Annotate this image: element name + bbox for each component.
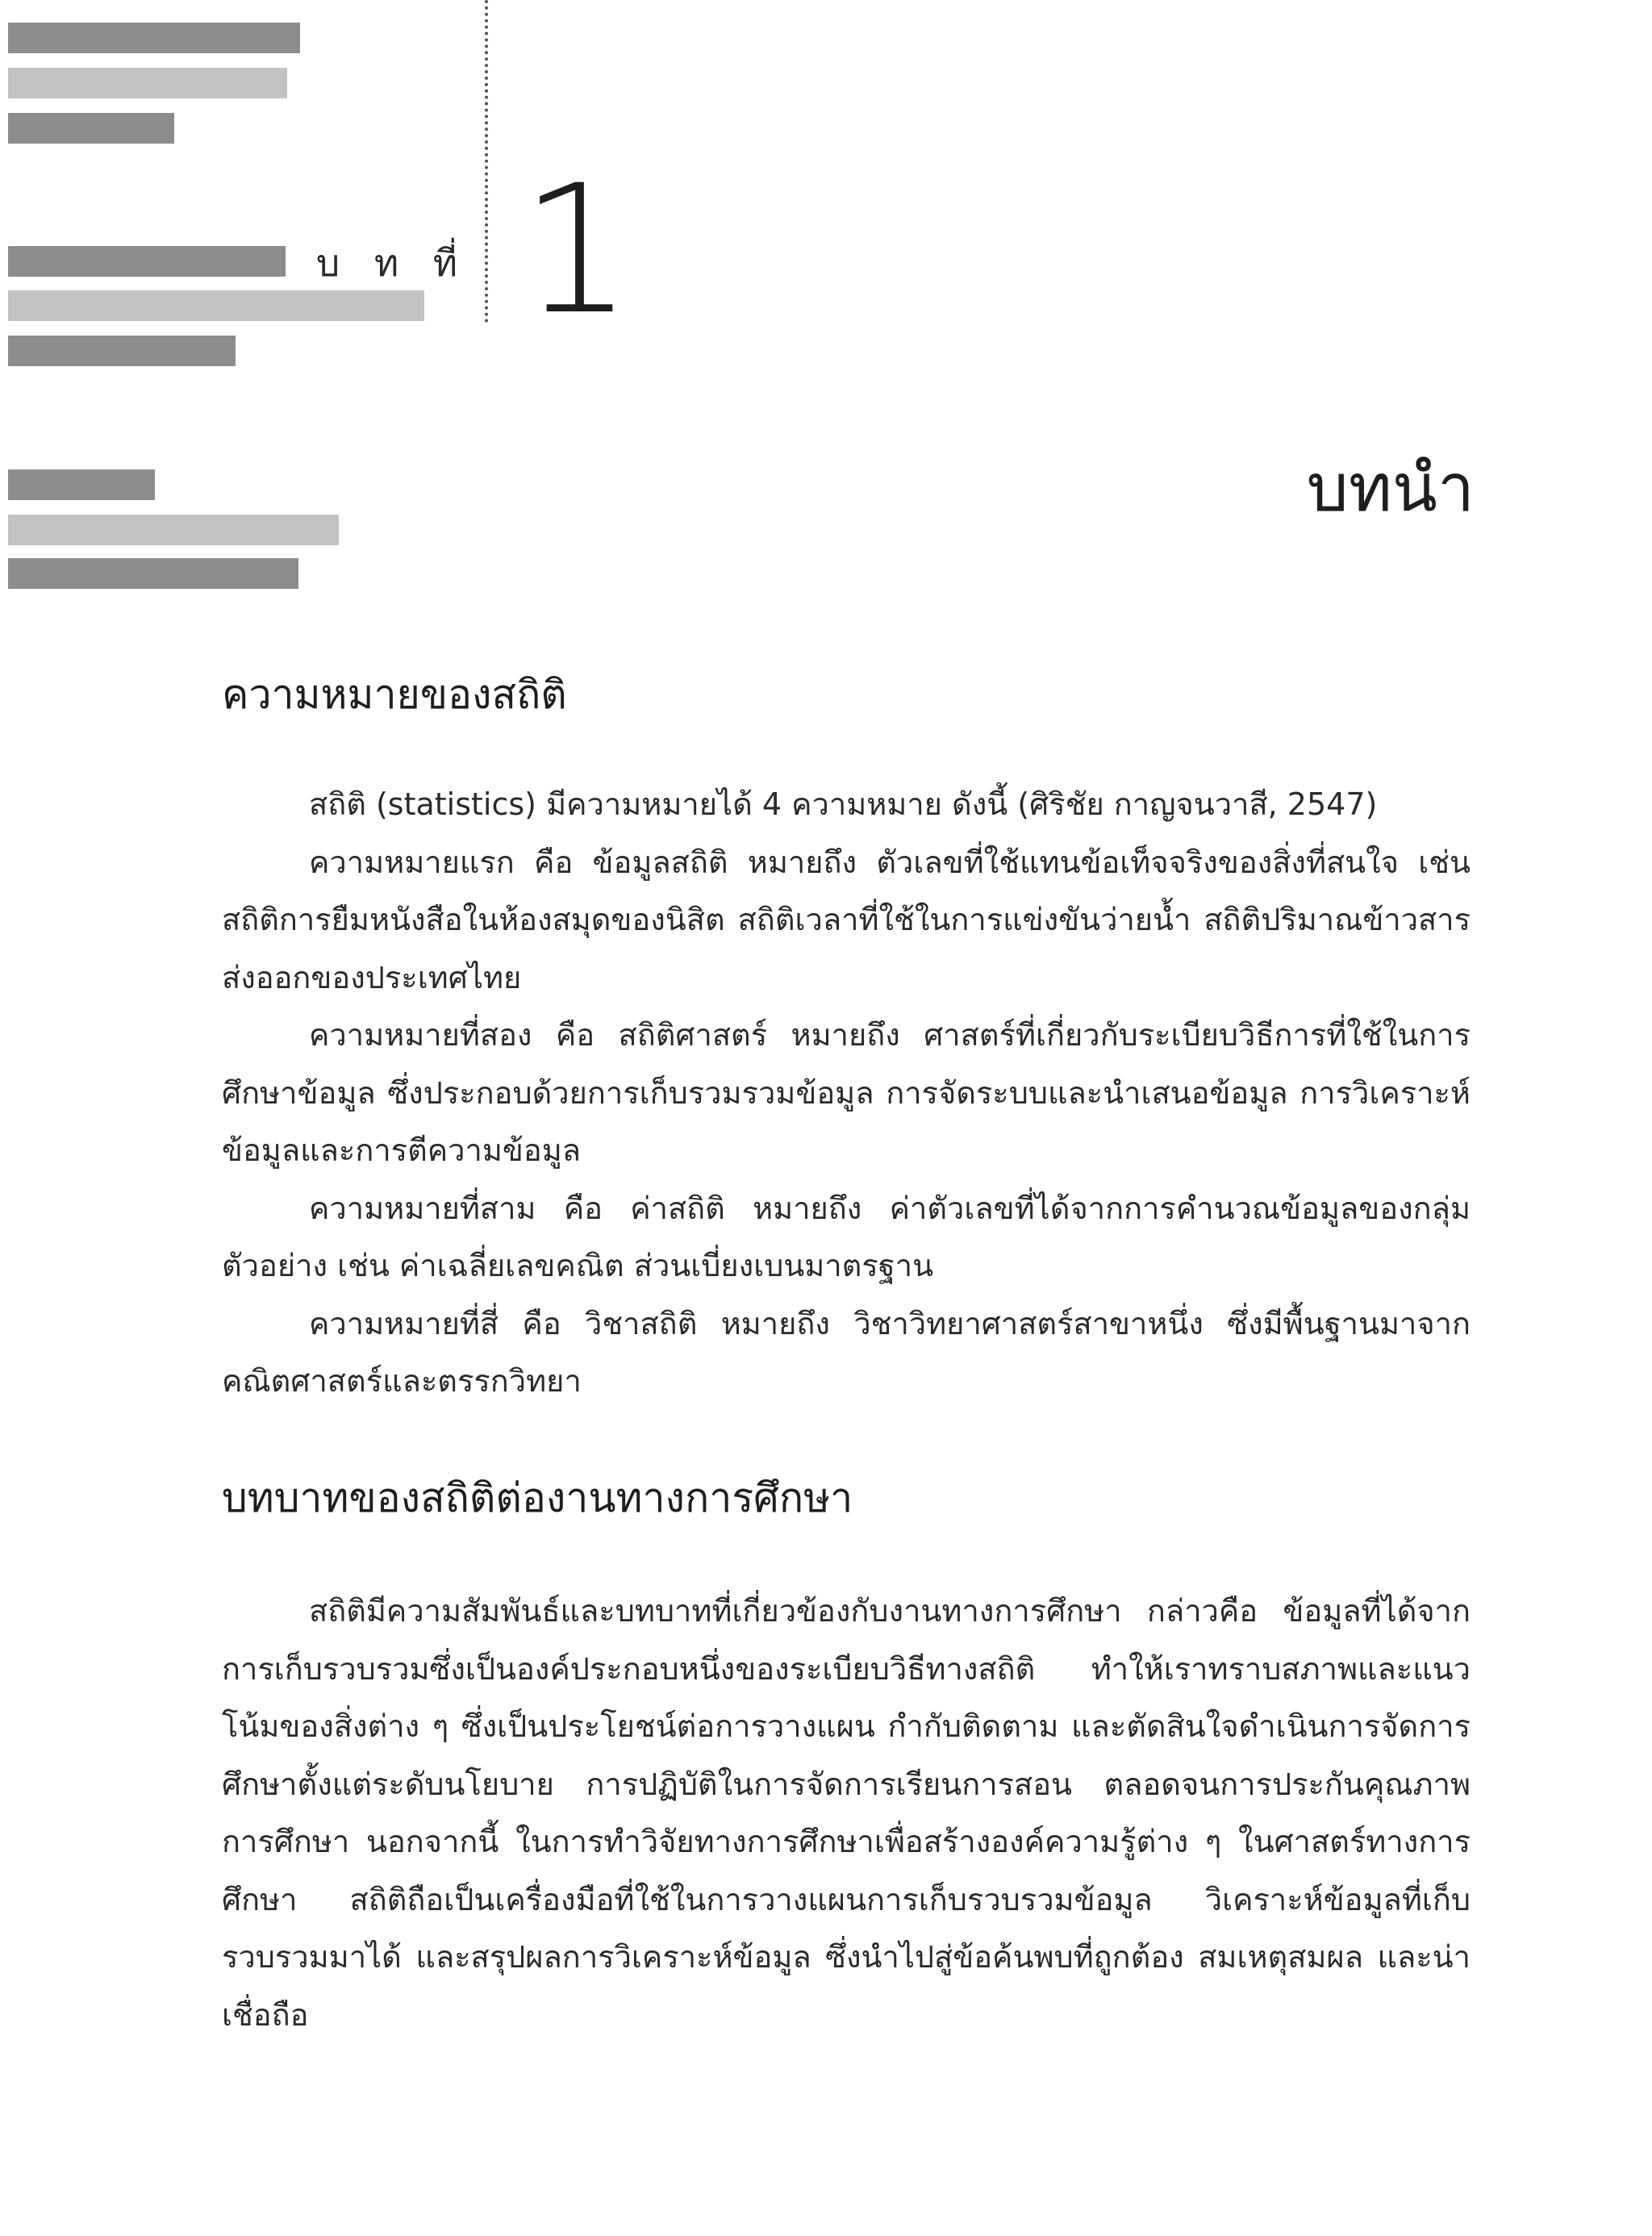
paragraph: ความหมายที่สอง คือ สถิติศาสตร์ หมายถึง ศาสตร์ที่เกี่ยวกับระเบียบวิธีการที่ใช้ในการศึกษาข้อมูล ซึ่งประกอบด้วยการเก็บรวมรวมข้อมูล การจัดระบบและนำเสนอข้อมูล การวิเคราะห์ข้อมูลและการตีความข้อมูล (222, 1017, 1471, 1168)
section-body (222, 776, 1471, 1411)
decorative-bar (8, 68, 287, 98)
section-heading: บทบาทของสถิติต่องานทางการศึกษา (222, 1475, 853, 1521)
paragraph: สถิติ (statistics) มีความหมายได้ 4 ความหมาย ดังนี้ (ศิริชัย กาญจนวาสี, 2547) (309, 786, 1378, 822)
decorative-bar (8, 113, 174, 144)
decorative-bar (8, 336, 236, 366)
decorative-bar (8, 469, 155, 500)
decorative-bar (8, 558, 298, 589)
decorative-bar (8, 246, 286, 277)
chapter-label: บ ท ที่ (316, 241, 469, 285)
decorative-bar (8, 290, 424, 321)
paragraph: ความหมายแรก คือ ข้อมูลสถิติ หมายถึง ตัวเลขที่ใช้แทนข้อเท็จจริงของสิ่งที่สนใจ เช่น สถิติการยืมหนังสือในห้องสมุดของนิสิต สถิติเวลาที่ใช้ในการแข่งขันว่ายน้ำ สถิติปริมาณข้าวสารส่งออกของประเทศไทย (222, 844, 1471, 995)
paragraph: ความหมายที่สาม คือ ค่าสถิติ หมายถึง ค่าตัวเลขที่ได้จากการคำนวณข้อมูลของกลุ่มตัวอย่าง เช่น ค่าเฉลี่ยเลขคณิต ส่วนเบี่ยงเบนมาตรฐาน (222, 1190, 1471, 1283)
chapter-title: บทนำ (1306, 450, 1475, 527)
section-heading: ความหมายของสถิติ (222, 671, 567, 718)
decorative-bar (8, 515, 339, 545)
decorative-bar (8, 23, 300, 53)
section-body (222, 1583, 1471, 2044)
dotted-divider (485, 0, 488, 323)
paragraph: สถิติมีความสัมพันธ์และบทบาทที่เกี่ยวข้องกับงานทางการศึกษา กล่าวคือ ข้อมูลที่ได้จากการเก็บรวบรวมซึ่งเป็นองค์ประกอบหนึ่งของระเบียบวิธีทางสถิติ ทำให้เราทราบสภาพและแนวโน้มของสิ่งต่าง ๆ ซึ่งเป็นประโยชน์ต่อการวางแผน กำกับติดตาม และตัดสินใจดำเนินการจัดการศึกษาตั้งแต่ระดับนโยบาย การปฏิบัติในการจัดการเรียนการสอน ตลอดจนการประกันคุณภาพการศึกษา นอกจากนี้ ในการทำวิจัยทางการศึกษาเพื่อสร้างองค์ความรู้ต่าง ๆ ในศาสตร์ทางการศึกษา สถิติถือเป็นเครื่องมือที่ใช้ในการวางแผนการเก็บรวบรวมข้อมูล วิเคราะห์ข้อมูลที่เก็บรวบรวมมาได้ และสรุปผลการวิเคราะห์ข้อมูล ซึ่งนำไปสู่ข้อค้นพบที่ถูกต้อง สมเหตุสมผล และน่าเชื่อถือ (222, 1593, 1471, 2033)
chapter-number: 1 (520, 147, 633, 353)
paragraph: ความหมายที่สี่ คือ วิชาสถิติ หมายถึง วิชาวิทยาศาสตร์สาขาหนึ่ง ซึ่งมีพื้นฐานมาจากคณิตศาสตร์และตรรกวิทยา (222, 1305, 1471, 1399)
